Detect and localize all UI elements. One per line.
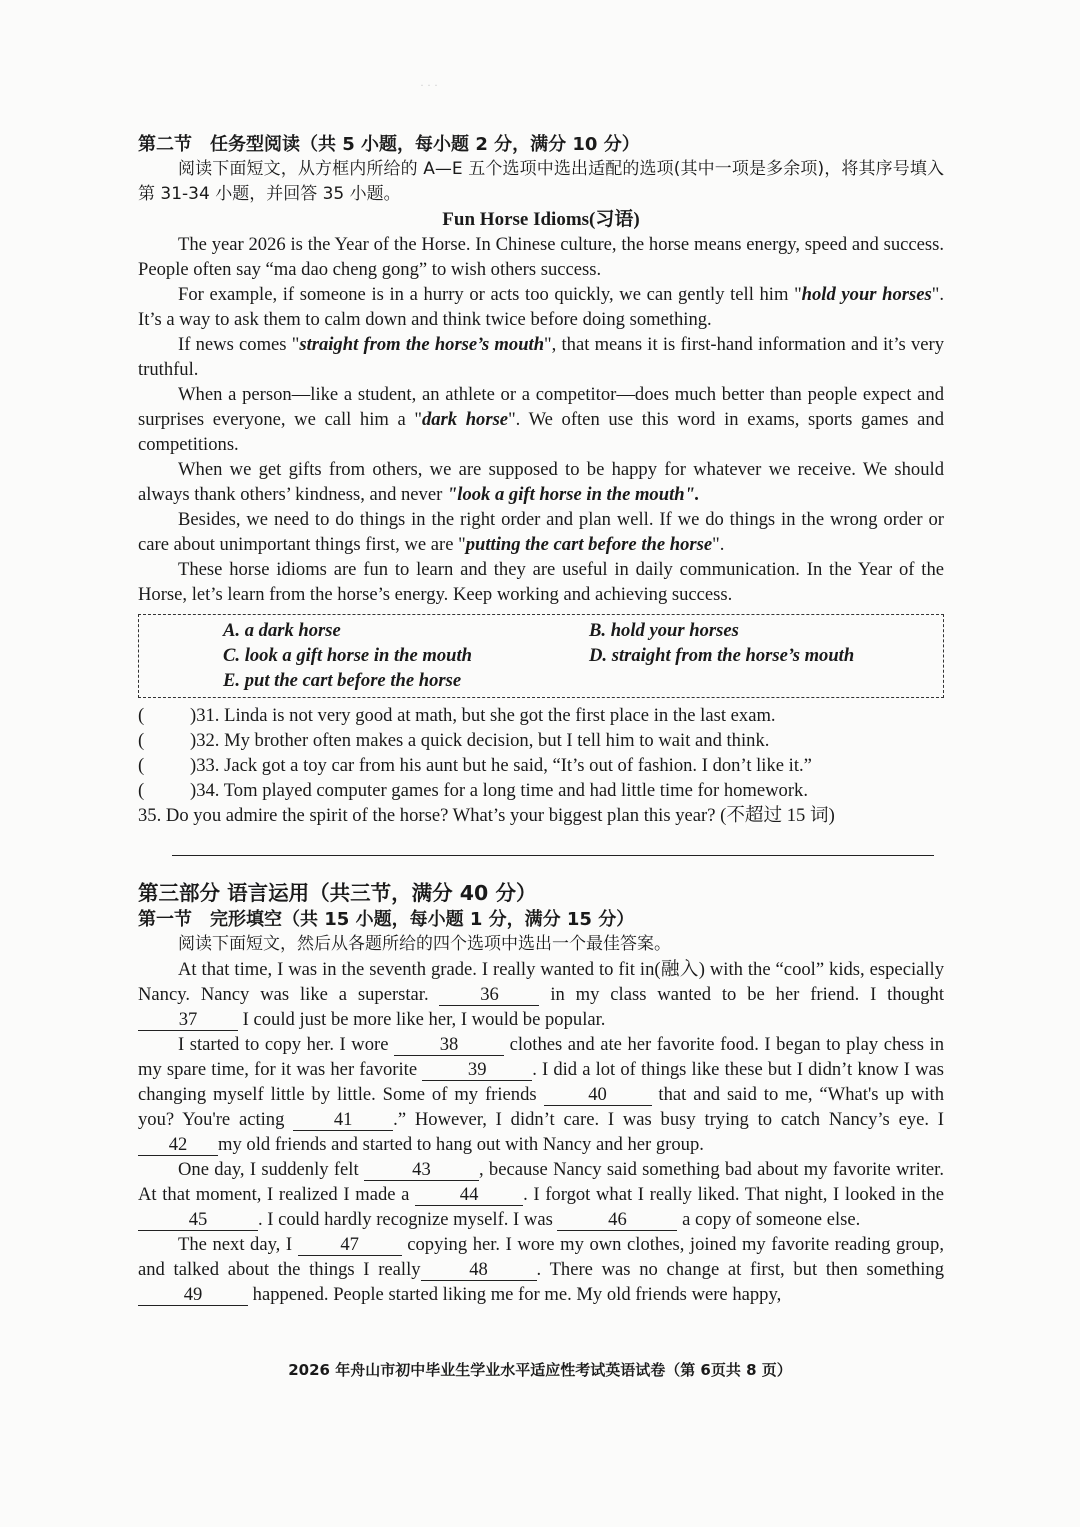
answer-bracket[interactable]: ( xyxy=(138,755,145,776)
answer-bracket[interactable]: ( xyxy=(138,705,145,726)
question-34: ( )34. Tom played computer games for a long time and had little time for homework. xyxy=(138,780,808,801)
part3-section1-heading: 第一节 完形填空（共 15 小题，每小题 1 分，满分 15 分） xyxy=(138,909,635,930)
question-31: ( )31. Linda is not very good at math, but she got the first place in the last exam. xyxy=(138,705,776,726)
question-35: 35. Do you admire the spirit of the horse? What’s your biggest plan this year? (不超过 15 词) xyxy=(138,805,835,826)
blank-41[interactable]: 41 xyxy=(293,1110,393,1131)
answer-bracket[interactable]: ( xyxy=(138,780,145,801)
blank-38[interactable]: 38 xyxy=(394,1035,504,1056)
cloze-paragraph-3: One day, I suddenly felt 43 , because Nancy said something bad about my favorite writer. At that moment, I realized I made a 44 . I forgot what I really liked. That night, I looked in the 45 . I could hardly recognize myself. I was 46 a copy of someone else. xyxy=(138,1159,944,1230)
blank-47[interactable]: 47 xyxy=(298,1235,402,1256)
options-box xyxy=(138,614,944,698)
article-paragraph-6: Besides, we need to do things in the right order and plan well. If we do things in the wrong order or care about unimportant things first, we are "putting the cart before the horse". xyxy=(138,509,944,555)
cloze-paragraph-1: At that time, I was in the seventh grade. I really wanted to fit in(融入) with the “cool” kids, especially Nancy. Nancy was like a superstar. 36 in my class wanted to be her friend. I thought 37 I could just be more like her, I would be popular. xyxy=(138,959,944,1030)
option-a: A. a dark horse xyxy=(223,620,341,641)
article-paragraph-3: If news comes "straight from the horse’s mouth", that means it is first-hand information and it’s very truthful. xyxy=(138,334,944,380)
part3-instruction: 阅读下面短文，然后从各题所给的四个选项中选出一个最佳答案。 xyxy=(178,934,671,954)
blank-43[interactable]: 43 xyxy=(364,1160,479,1181)
option-c: C. look a gift horse in the mouth xyxy=(223,645,473,666)
answer-line-35[interactable] xyxy=(172,833,934,856)
blank-39[interactable]: 39 xyxy=(422,1060,532,1081)
exam-page xyxy=(138,132,944,1307)
article-paragraph-4: When a person—like a student, an athlete or a competitor—does much better than people expect and surprises everyone, we call him a "dark horse". We often use this word in exams, sports games and competitions. xyxy=(138,384,944,455)
section2-heading: 第二节 任务型阅读（共 5 小题，每小题 2 分，满分 10 分） xyxy=(138,134,640,155)
blank-45[interactable]: 45 xyxy=(138,1210,258,1231)
article-paragraph-2: For example, if someone is in a hurry or acts too quickly, we can gently tell him "hold your horses". It’s a way to ask them to calm down and think twice before doing something. xyxy=(138,284,944,330)
question-32: ( )32. My brother often makes a quick decision, but I tell him to wait and think. xyxy=(138,730,770,751)
option-e: E. put the cart before the horse xyxy=(223,670,462,691)
blank-36[interactable]: 36 xyxy=(439,985,539,1006)
blank-46[interactable]: 46 xyxy=(557,1210,677,1231)
section2-instruction: 阅读下面短文，从方框内所给的 A—E 五个选项中选出适配的选项(其中一项是多余项)，将其序号填入第 31-34 小题，并回答 35 小题。 xyxy=(138,159,944,204)
blank-44[interactable]: 44 xyxy=(415,1185,523,1206)
part3-heading: 第三部分 语言运用（共三节，满分 40 分） xyxy=(138,881,537,905)
blank-37[interactable]: 37 xyxy=(138,1010,238,1031)
article-paragraph-7: These horse idioms are fun to learn and they are useful in daily communication. In the Year of the Horse, let’s learn from the horse’s energy. Keep working and achieving success. xyxy=(138,559,944,605)
blank-48[interactable]: 48 xyxy=(421,1260,537,1281)
article-paragraph-5: When we get gifts from others, we are supposed to be happy for whatever we receive. We should always thank others’ kindness, and never "look a gift horse in the mouth". xyxy=(138,459,944,505)
option-d: D. straight from the horse’s mouth xyxy=(589,645,855,666)
option-b: B. hold your horses xyxy=(589,620,739,641)
article-title: Fun Horse Idioms(习语) xyxy=(442,209,640,230)
blank-42[interactable]: 42 xyxy=(138,1135,218,1156)
scan-smudge: · · · xyxy=(420,78,438,92)
cloze-paragraph-4: The next day, I 47 copying her. I wore my own clothes, joined my favorite reading group, and talked about the things I really 48 . There was no change at first, but then something 49 happened. People started liking me for me. My old friends were happy, xyxy=(138,1234,945,1305)
article-paragraph-1: The year 2026 is the Year of the Horse. In Chinese culture, the horse means energy, speed and success. People often say “ma dao cheng gong” to wish others success. xyxy=(138,234,944,280)
blank-40[interactable]: 40 xyxy=(544,1085,652,1106)
answer-bracket[interactable]: ( xyxy=(138,730,145,751)
blank-49[interactable]: 49 xyxy=(138,1285,248,1306)
page-footer: 2026 年舟山市初中毕业生学业水平适应性考试英语试卷（第 6页共 8 页） xyxy=(288,1361,792,1379)
question-33: ( )33. Jack got a toy car from his aunt but he said, “It’s out of fashion. I don’t like it.” xyxy=(138,755,812,776)
cloze-paragraph-2: I started to copy her. I wore 38 clothes and ate her favorite food. I began to play chess in my spare time, for it was her favorite 39 . I did a lot of things like these but I didn’t know I was changing myself little by little. Some of my friends 40 that and said to me, “What's up with you? You're acting 41 .” However, I didn’t care. I was busy trying to catch Nancy’s eye. I 42 my old friends and started to hang out with Nancy and her group. xyxy=(138,1034,945,1155)
